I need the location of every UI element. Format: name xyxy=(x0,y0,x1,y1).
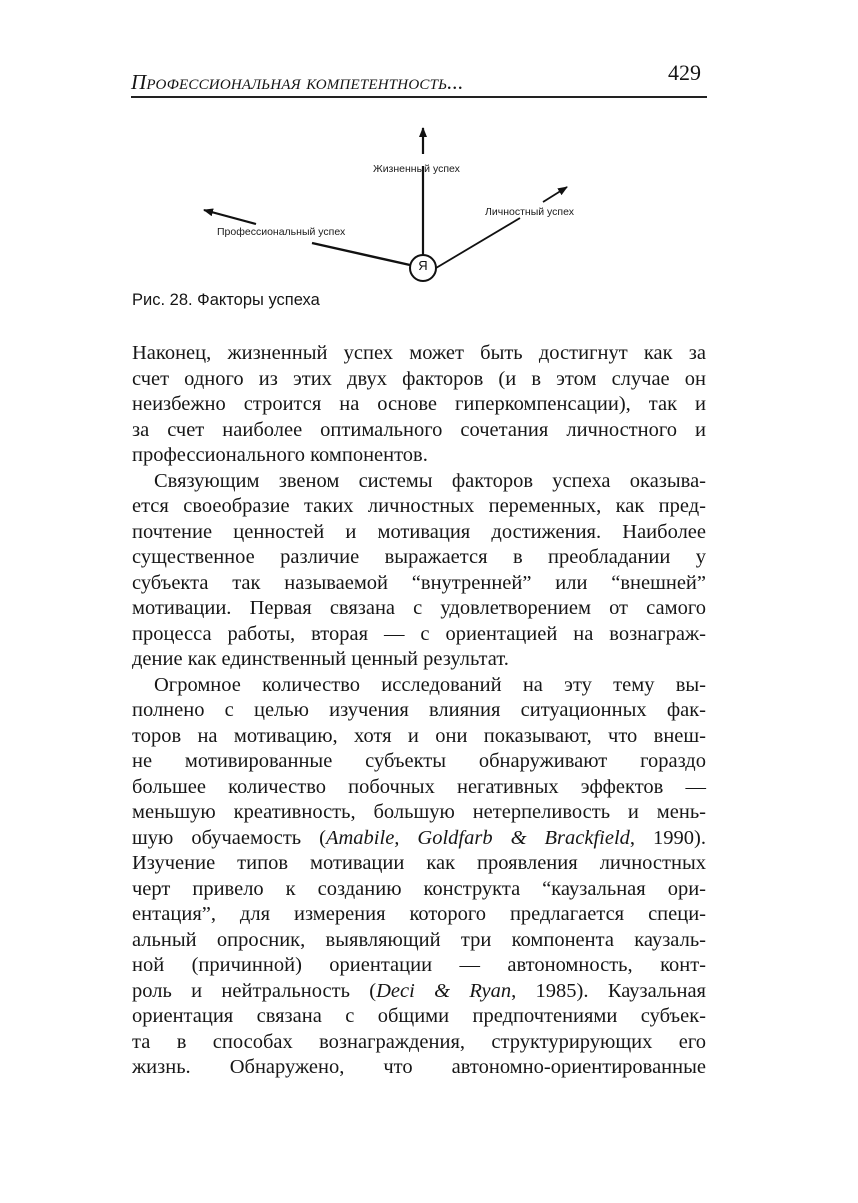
text-line: альный опросник, выявляющий три компонента каузаль- xyxy=(132,928,706,951)
text-line: меньшую креативность, большую нетерпеливость и мень- xyxy=(132,801,706,823)
citation-authors: Amabile, Goldfarb & Brackfield xyxy=(325,826,630,849)
running-title: Профессиональная компетентность... xyxy=(131,70,464,94)
text-line: не мотивированные субъекты обнаруживают гораздо xyxy=(132,750,706,772)
text-line: та в способах вознаграждения, структурирующих его xyxy=(132,1030,706,1053)
text-line: ориентация связана с общими предпочтениями субъек- xyxy=(132,1005,706,1027)
text-line: Изучение типов мотивации как проявления личностных xyxy=(132,852,706,874)
figure-caption: Рис. 28. Факторы успеха xyxy=(132,291,320,309)
text-line: субъекта так называемой “внутренней” или “внешней” xyxy=(132,571,706,594)
personal-success-axis xyxy=(436,218,520,268)
text-line: черт привело к созданию конструкта “каузальная ори- xyxy=(132,877,706,900)
citation-authors: Deci & Ryan xyxy=(376,979,512,1002)
personal-success-arrow xyxy=(543,187,567,202)
diagram-lines xyxy=(0,0,858,300)
text-line: полнено с целью изучения влияния ситуационных фак- xyxy=(132,699,706,721)
text-line: мотивации. Первая связана с удовлетворением от самого xyxy=(132,597,706,619)
text-line: торов на мотивацию, хотя и они показывают, что внеш- xyxy=(132,724,706,747)
text-line: Наконец, жизненный успех может быть достигнут как за xyxy=(132,342,706,364)
text-line: жизнь. Обнаружено, что автономно-ориентированные xyxy=(132,1056,706,1078)
text-line: неизбежно строится на основе гиперкомпенсации), так и xyxy=(132,393,706,415)
text-line xyxy=(132,825,706,851)
text-line: Огромное количество исследований на эту тему вы- xyxy=(154,673,706,696)
text-line: за счет наиболее оптимального сочетания личностного и xyxy=(132,418,706,441)
text-line: почтение ценностей и мотивация достижения. Наиболее xyxy=(132,520,706,543)
text-fragment: , 1990). xyxy=(629,826,706,849)
self-label: Я xyxy=(418,258,428,273)
text-line: большее количество побочных негативных эффектов — xyxy=(132,775,706,798)
text-fragment: роль и нейтральность ( xyxy=(132,979,377,1002)
professional-success-axis xyxy=(312,243,410,265)
professional-success-arrow xyxy=(204,210,256,224)
text-line xyxy=(132,978,706,1004)
text-line: ется своеобразие таких личностных переменных, как пред- xyxy=(132,495,706,517)
text-fragment: , 1985). Каузальная xyxy=(511,979,706,1002)
text-line: ной (причинной) ориентации — автономность, конт- xyxy=(132,954,706,976)
success-factors-figure xyxy=(0,0,858,309)
personal-success-label: Личностный успех xyxy=(485,206,574,218)
text-line: дение как единственный ценный результат. xyxy=(132,648,509,670)
text-line: Связующим звеном системы факторов успеха оказыва- xyxy=(154,469,706,492)
life-success-label: Жизненный успех xyxy=(373,163,460,175)
text-line: ентация”, для измерения которого предлагается специ- xyxy=(132,903,706,925)
professional-success-label: Профессиональный успех xyxy=(217,226,346,238)
text-line: профессионального компонентов. xyxy=(132,444,428,466)
text-fragment: шую обучаемость ( xyxy=(132,826,326,849)
text-line: счет одного из этих двух факторов (и в этом случае он xyxy=(132,367,706,390)
text-line: существенное различие выражается в преобладании у xyxy=(132,546,706,568)
text-line: процесса работы, вторая — с ориентацией на вознаграж- xyxy=(132,622,706,645)
page-number: 429 xyxy=(668,60,701,85)
